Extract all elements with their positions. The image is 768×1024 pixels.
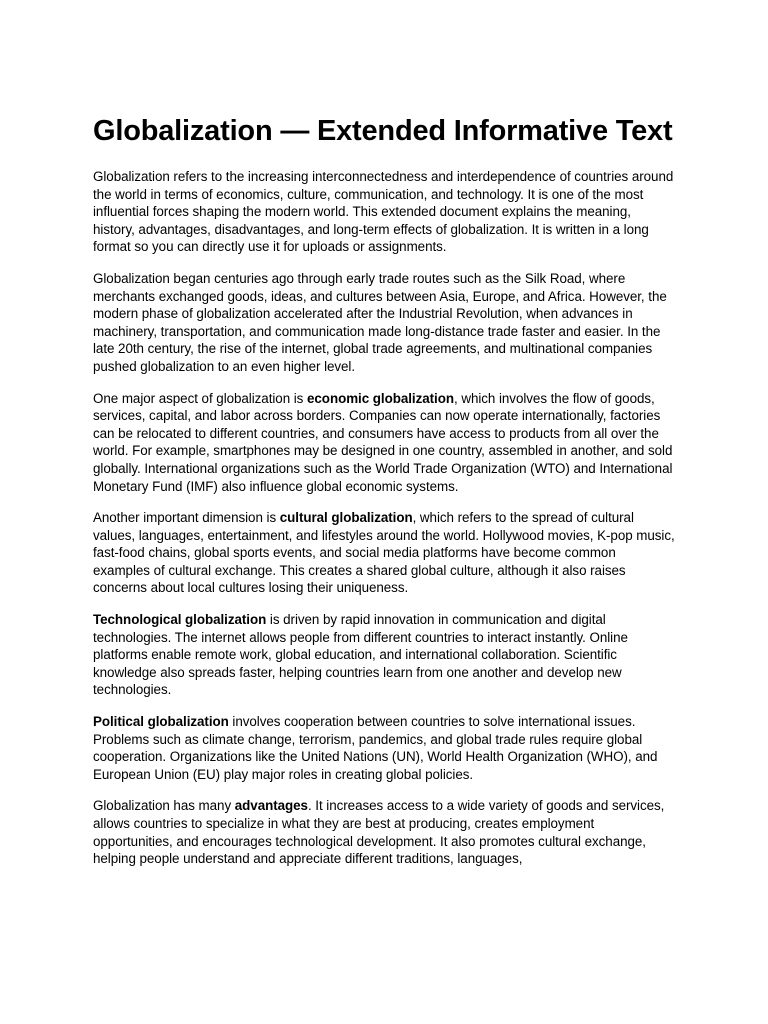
paragraph-text-post: involves cooperation between countries to solve international issues. Problems such as climate change, terrorism, pandemics, and global trade rules require global cooperation. Organizations like the United Nations (UN), World Health Organization (WHO), and European Union (EU) play major roles in creating global policies.: [93, 714, 658, 782]
paragraph-bold-term: economic globalization: [307, 390, 454, 406]
paragraph-cultural: [93, 509, 675, 597]
paragraph-text: Globalization began centuries ago through early trade routes such as the Silk Road, where merchants exchanged goods, ideas, and cultures between Asia, Europe, and Africa. However, the modern phase of globalization accelerated after the Industrial Revolution, when advances in machinery, transportation, and communication made long-distance trade faster and easier. In the late 20th century, the rise of the internet, global trade agreements, and multinational companies pushed globalization to an even higher level.: [93, 270, 667, 374]
document-title: Globalization — Extended Informative Text: [93, 115, 673, 147]
paragraph-definition: [93, 168, 675, 256]
paragraph-text: Globalization refers to the increasing interconnectedness and interdependence of countries around the world in terms of economics, culture, communication, and technology. It is one of the most influential forces shaping the modern world. This extended document explains the meaning, history, advantages, disadvantages, and long-term effects of globalization. It is written in a long format so you can directly use it for uploads or assignments.: [93, 169, 674, 255]
paragraph-text-post: , which involves the flow of goods, services, capital, and labor across borders. Companies can now operate internationally, factories can be relocated to different countries, and consumers have access to products from all over the world. For example, smartphones may be designed in one country, assembled in another, and sold globally. International organizations such as the World Trade Organization (WTO) and International Monetary Fund (IMF) also influence global economic systems.: [93, 390, 673, 494]
paragraph-bold-term: Technological globalization: [93, 612, 267, 628]
paragraph-bold-term: Political globalization: [93, 714, 229, 730]
paragraph-text-post: , which refers to the spread of cultural values, languages, entertainment, and lifestyles around the world. Hollywood movies, K-pop music, fast-food chains, global sports events, and social media platforms have become common examples of cultural exchange. This creates a shared global culture, although it also raises concerns about local cultures losing their uniqueness.: [93, 510, 675, 596]
paragraph-bold-term: cultural globalization: [279, 510, 413, 526]
paragraph-technological: [93, 611, 675, 699]
paragraph-economic: [93, 390, 675, 496]
paragraph-bold-term: advantages: [234, 798, 308, 814]
paragraph-text-pre: Another important dimension is: [93, 510, 280, 526]
paragraph-advantages: [93, 797, 675, 867]
paragraph-political: [93, 713, 675, 783]
paragraph-history: [93, 270, 675, 376]
document-page: [93, 113, 675, 882]
paragraph-text-pre: Globalization has many: [93, 798, 235, 814]
paragraph-text-post: . It increases access to a wide variety of goods and services, allows countries to specialize in what they are best at producing, creates employment opportunities, and encourages technological development. It also promotes cultural exchange, helping people understand and appreciate different traditions, languages,: [93, 798, 665, 867]
paragraph-text-post: is driven by rapid innovation in communication and digital technologies. The internet allows people from different countries to interact instantly. Online platforms enable remote work, global education, and international collaboration. Scientific knowledge also spreads faster, helping countries learn from one another and develop new technologies.: [93, 612, 628, 698]
paragraph-text-pre: One major aspect of globalization is: [93, 390, 308, 406]
